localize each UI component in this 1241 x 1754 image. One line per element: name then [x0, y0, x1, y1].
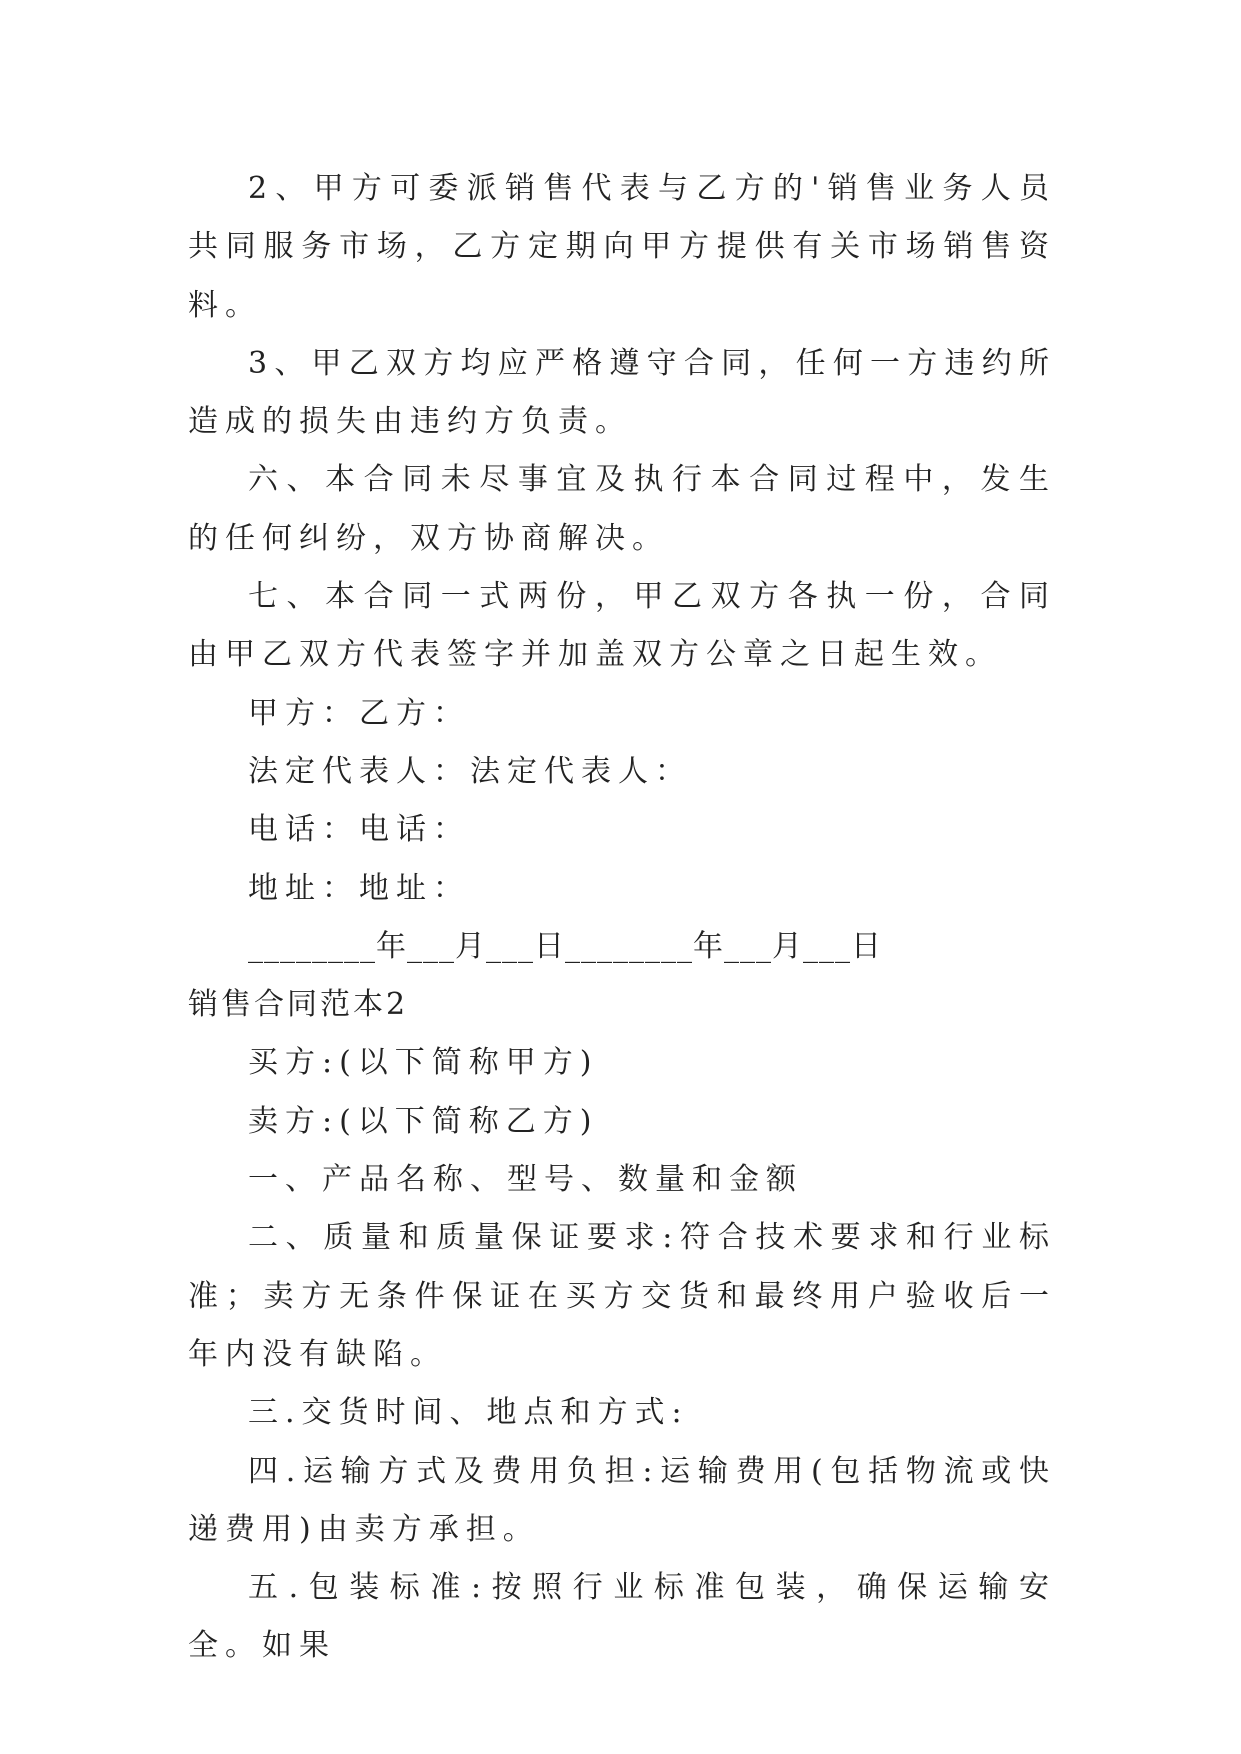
clause-2: 2、甲方可委派销售代表与乙方的'销售业务人员共同服务市场，乙方定期向甲方提供有关市场销售资料。 — [188, 171, 1056, 323]
item-2: 二、质量和质量保证要求:符合技术要求和行业标准；卖方无条件保证在买方交货和最终用户验收后一年内没有缺陷。 — [188, 1220, 1056, 1372]
signature-phone: 电话：电话： — [248, 812, 470, 848]
seller-line: 卖方:(以下简称乙方) — [248, 1103, 599, 1139]
clause-3: 3、甲乙双方均应严格遵守合同，任何一方违约所造成的损失由违约方负责。 — [188, 345, 1056, 440]
item-1: 一、产品名称、型号、数量和金额 — [248, 1162, 803, 1198]
buyer-line: 买方:(以下简称甲方) — [248, 1045, 599, 1081]
article-6: 六、本合同未尽事宜及执行本合同过程中，发生的任何纠纷，双方协商解决。 — [188, 462, 1056, 556]
signature-representatives: 法定代表人：法定代表人： — [248, 753, 692, 789]
item-3: 三.交货时间、地点和方式: — [248, 1395, 689, 1431]
section-title: 销售合同范本2 — [188, 987, 409, 1023]
article-7: 七、本合同一式两份，甲乙双方各执一份，合同由甲乙双方代表签字并加盖双方公章之日起生效。 — [188, 579, 1056, 673]
signature-parties: 甲方：乙方： — [248, 695, 470, 731]
item-4: 四.运输方式及费用负担:运输费用(包括物流或快递费用)由卖方承担。 — [188, 1453, 1056, 1547]
signature-date: ________年___月___日________年___月___日 — [248, 928, 882, 964]
signature-address: 地址：地址： — [248, 870, 470, 906]
document-body — [188, 160, 1056, 1676]
item-5: 五.包装标准:按照行业标准包装，确保运输安全。如果 — [188, 1570, 1056, 1664]
